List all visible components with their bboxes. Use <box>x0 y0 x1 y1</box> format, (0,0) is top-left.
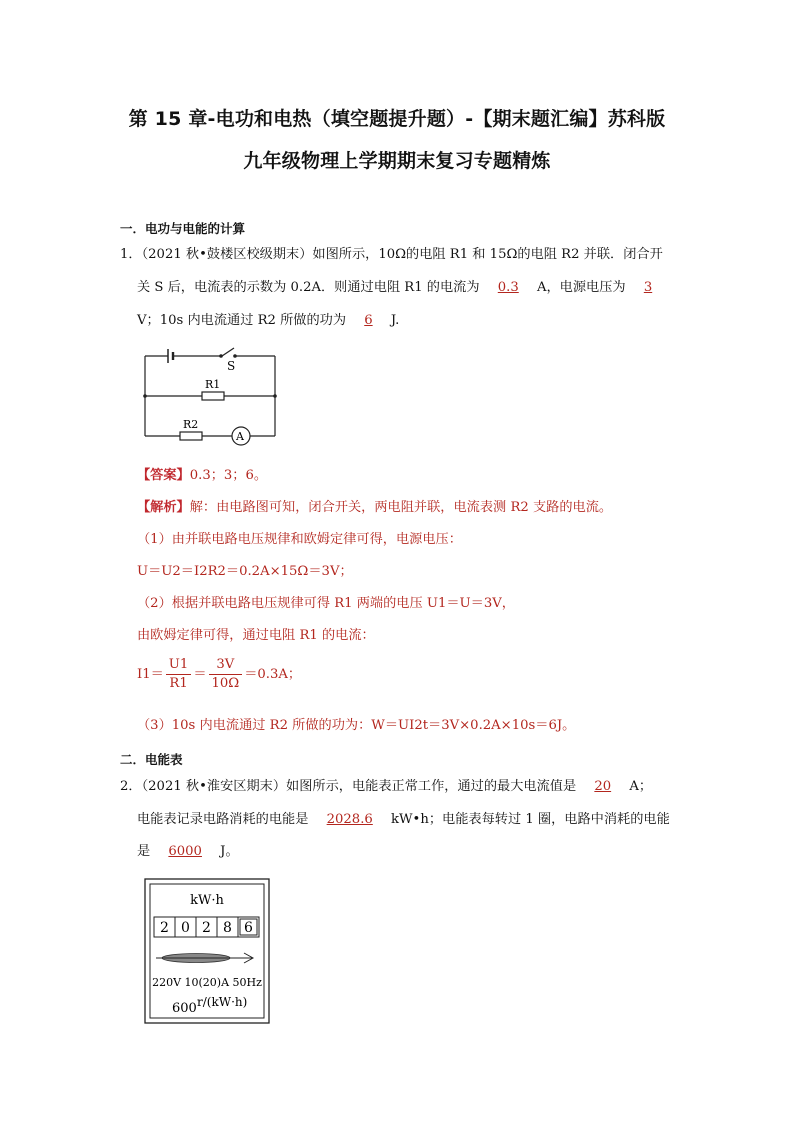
q1-step2: （2）根据并联电路电压规律可得 R1 两端的电压 U1＝U＝3V， <box>137 596 515 611</box>
q1-step3: （3）10s 内电流通过 R2 所做的功为：W＝UI2t＝3V×0.2A×10s＝6J。 <box>137 718 576 733</box>
q1-number: 1． <box>120 247 142 262</box>
q1-text3b: J. <box>390 313 400 328</box>
doc-title-line2: 九年级物理上学期期末复习专题精炼 <box>243 150 551 172</box>
eq-frac1-num: U1 <box>166 656 192 675</box>
q2-line2 <box>137 810 670 830</box>
section-heading-2: 二．电能表 <box>120 752 183 767</box>
q1-answer-value: 0.3；3；6。 <box>189 468 268 483</box>
meter-spec: 220V 10(20)A 50Hz <box>152 976 262 989</box>
q1-answer <box>137 466 267 486</box>
q1-text1: （2021 秋•鼓楼区校级期末）如图所示，10Ω的电阻 R1 和 15Ω的电阻 R2 并联．闭合开 <box>141 247 663 262</box>
meter-unit: kW·h <box>190 893 224 908</box>
q1-text3a: V；10s 内电流通过 R2 所做的功为 <box>137 313 347 328</box>
q2-text2a: 电能表记录电路消耗的电能是 <box>137 812 309 827</box>
q2-text3a: 是 <box>137 844 151 859</box>
eq-frac2-den: 10Ω <box>211 676 240 691</box>
q1-analysis-intro: 解：由电路图可知，闭合开关，两电阻并联，电流表测 R2 支路的电流。 <box>189 500 613 515</box>
q1-step2b: 由欧姆定律可得，通过电阻 R1 的电流： <box>137 628 375 643</box>
q2-blank2: 2028.6 <box>326 812 373 827</box>
q1-text2b: A，电源电压为 <box>536 280 626 295</box>
ammeter-label: A <box>236 430 244 443</box>
q1-line3 <box>137 311 399 331</box>
q1-step1: （1）由并联电路电压规律和欧姆定律可得，电源电压： <box>137 532 462 547</box>
section-heading-1: 一．电功与电能的计算 <box>120 221 246 236</box>
answer-tag: 【答案】 <box>137 468 190 483</box>
q1-line1 <box>120 245 663 265</box>
q2-text1b: A； <box>629 779 653 794</box>
eq-frac2-num: 3V <box>209 656 243 675</box>
junction-dot-right <box>273 394 277 398</box>
q1-text2a: 关 S 后，电流表的示数为 0.2A．则通过电阻 R1 的电流为 <box>137 280 480 295</box>
r2-label: R2 <box>183 418 199 431</box>
meter-digit-5: 6 <box>244 920 253 936</box>
q1-blank1: 0.3 <box>497 280 519 295</box>
eq-fraction-2 <box>209 656 243 693</box>
switch-label: S <box>227 359 236 373</box>
eq-mid: ＝ <box>193 667 207 682</box>
q2-text2b: kW•h；电能表每转过 1 圈，电路中消耗的电能 <box>391 812 670 827</box>
meter-digit-3: 2 <box>202 920 211 936</box>
meter-digit-1: 2 <box>160 920 169 936</box>
switch-contact-dot <box>233 354 237 358</box>
eq-fraction-1 <box>166 656 192 693</box>
junction-dot-left <box>143 394 147 398</box>
q2-blank1: 20 <box>594 779 612 794</box>
q1-analysis <box>137 498 612 518</box>
eq-rhs: ＝0.3A； <box>244 667 302 682</box>
q2-text1a: （2021 秋•淮安区期末）如图所示，电能表正常工作，通过的最大电流值是 <box>141 779 577 794</box>
eq-frac1-den: R1 <box>169 676 188 691</box>
meter-digit-2: 0 <box>181 920 190 936</box>
meter-rev-unit: r/(kW·h) <box>197 995 248 1009</box>
q2-text3b: J。 <box>220 844 239 859</box>
doc-title-line1: 第 15 章-电功和电热（填空题提升题）-【期末题汇编】苏科版 <box>128 108 666 130</box>
q1-fraction-equation <box>137 656 301 694</box>
q1-blank2: 3 <box>643 280 653 295</box>
q2-energy-meter <box>144 878 270 1024</box>
meter-rev-number: 600 <box>172 1001 197 1016</box>
meter-disc-arrow-icon <box>156 953 253 963</box>
q2-line1 <box>120 777 652 797</box>
q2-blank3: 6000 <box>168 844 202 859</box>
analysis-tag: 【解析】 <box>137 500 190 515</box>
q1-step1-equation: U＝U2＝I2R2＝0.2A×15Ω＝3V； <box>137 564 353 579</box>
q1-blank3: 6 <box>364 313 373 328</box>
eq-lhs: I1＝ <box>137 667 164 682</box>
meter-digit-4: 8 <box>223 920 232 936</box>
q2-number: 2． <box>120 779 142 794</box>
q2-line3 <box>137 842 239 862</box>
switch-pivot-dot <box>219 354 223 358</box>
q1-line2 <box>137 278 666 298</box>
r1-label: R1 <box>205 378 221 391</box>
q1-circuit-diagram <box>130 338 290 450</box>
